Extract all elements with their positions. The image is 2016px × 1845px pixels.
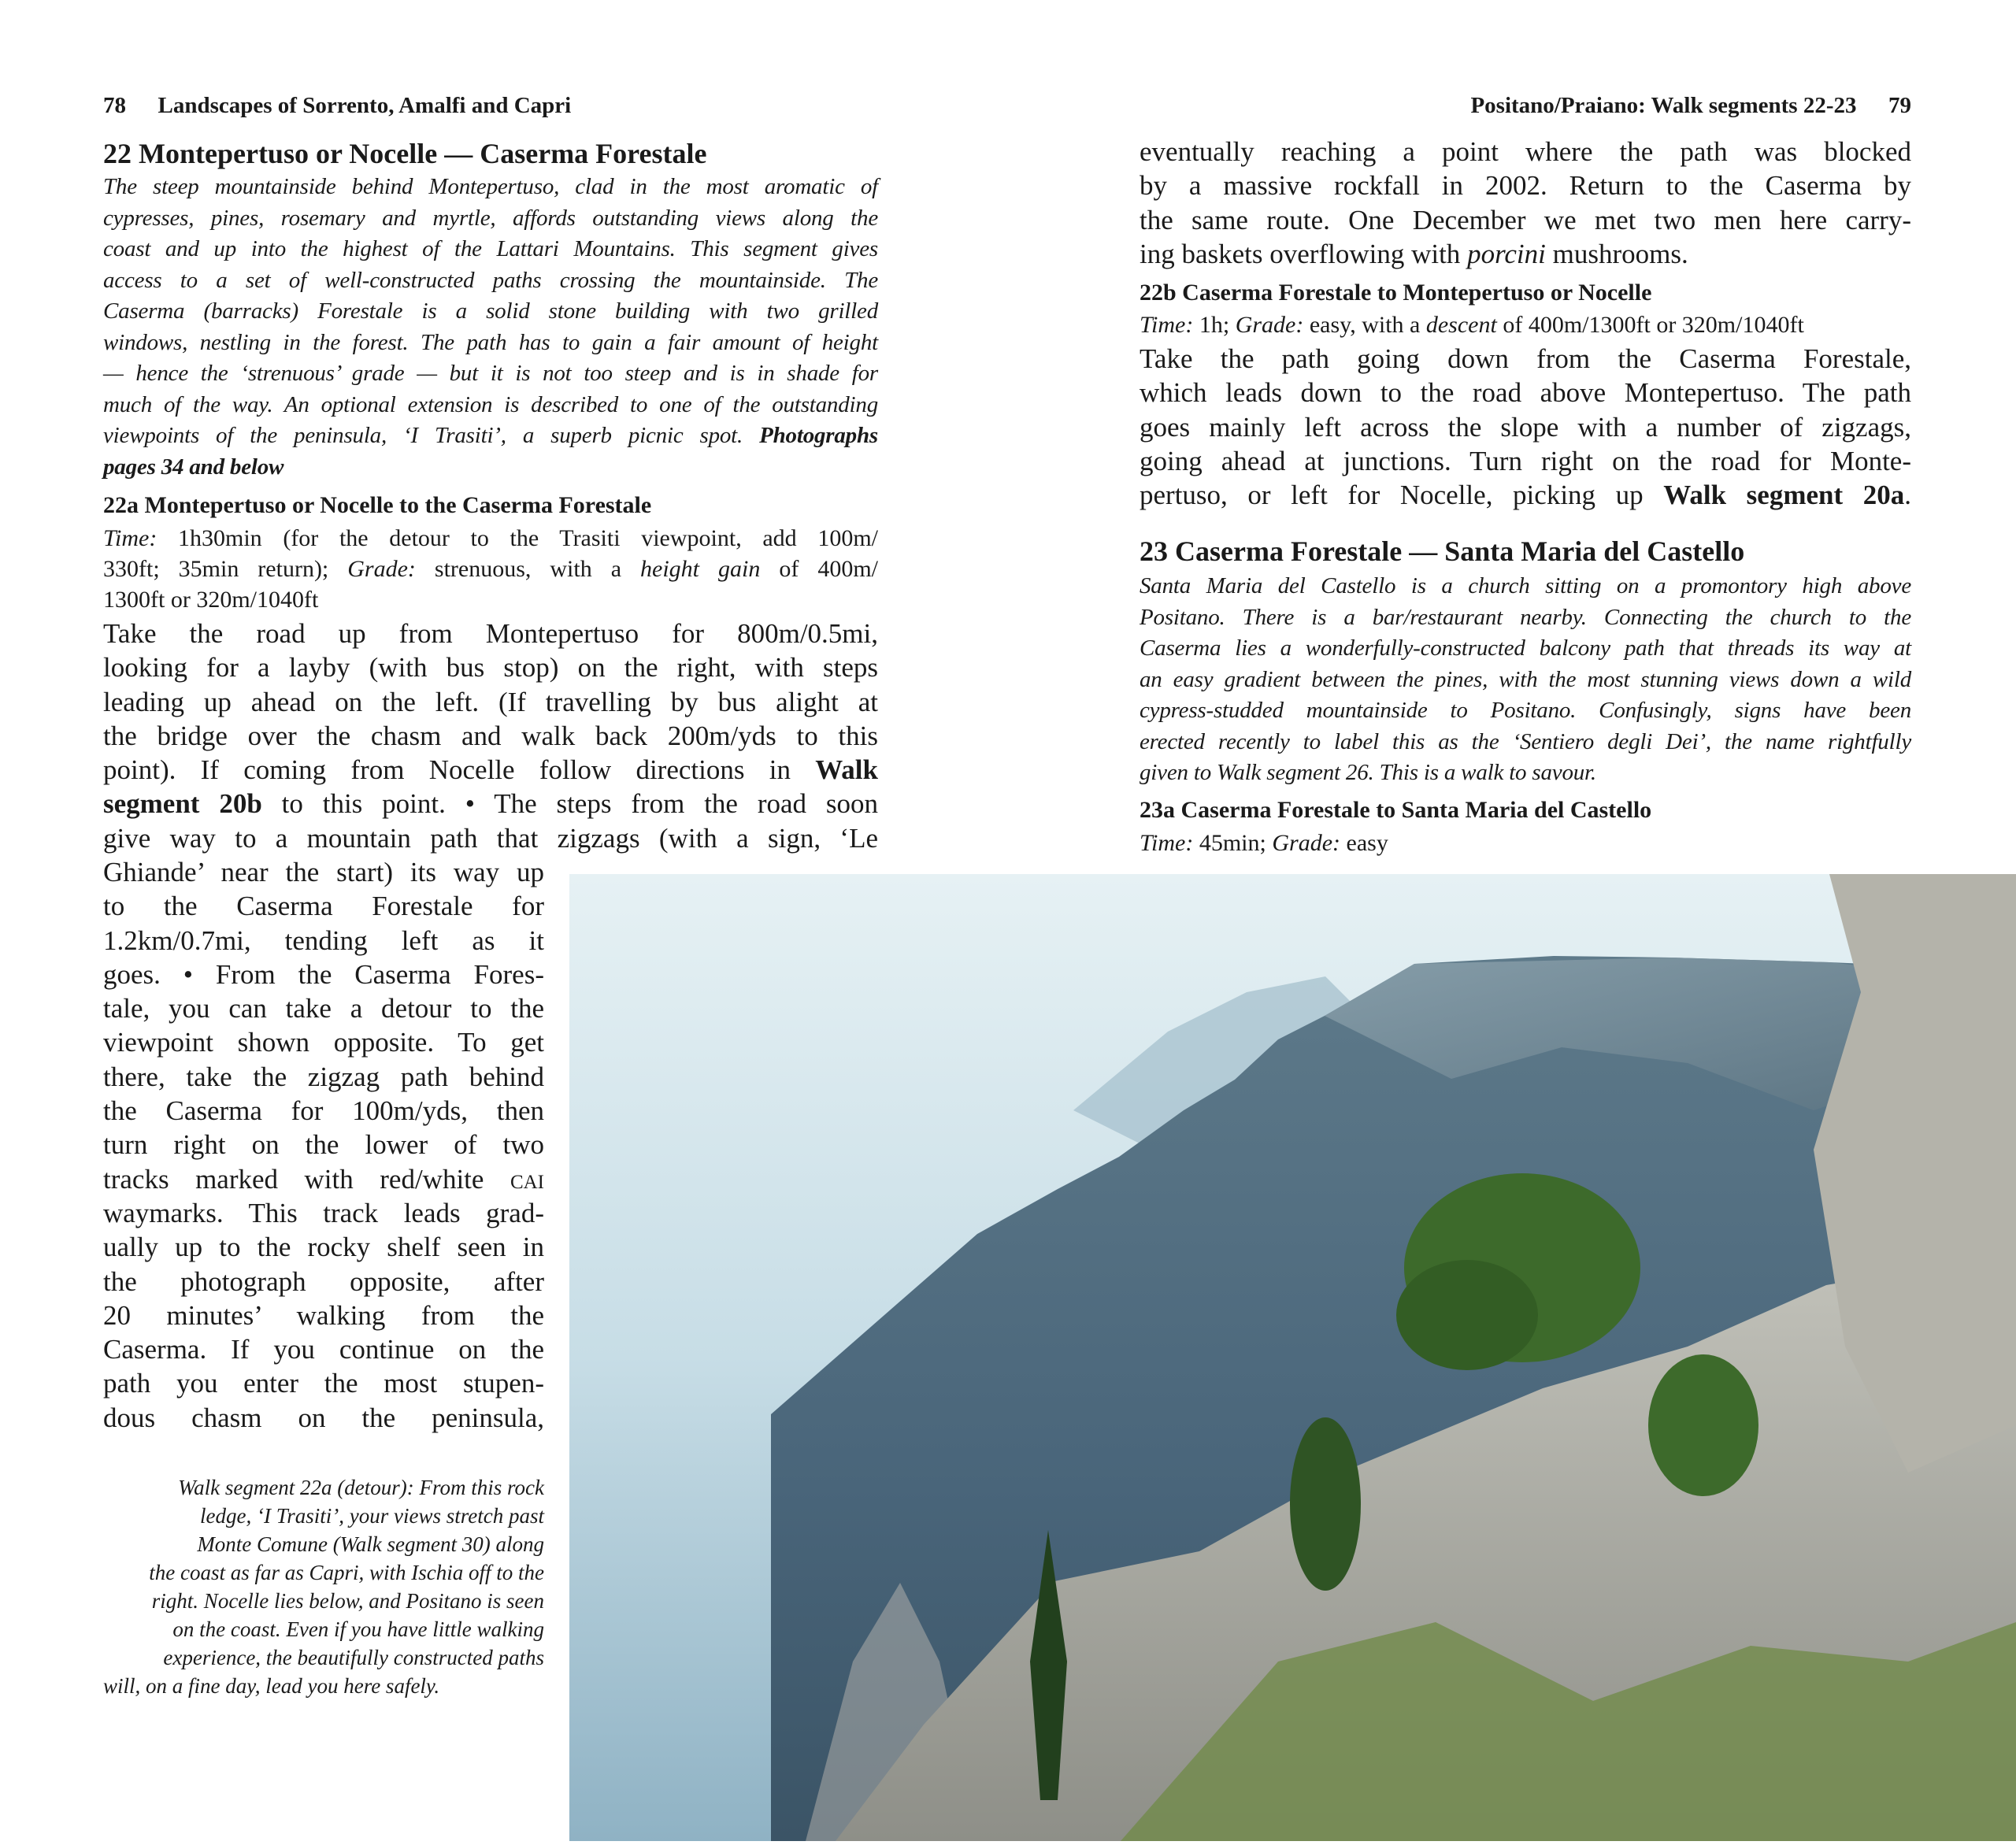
text-run: windows, nestling in the forest. The path has to gain a fair amount of height (103, 329, 878, 355)
text-line (1140, 828, 1911, 858)
text-line (103, 328, 878, 359)
text-run: 1h; (1193, 312, 1236, 338)
text-run: 1300ft or 320m/1040ft (103, 587, 319, 613)
walk-23-intro (1140, 571, 1911, 789)
text-run: goes mainly left across the slope with a number of zigzags, (1140, 411, 1911, 443)
text-run: viewpoint shown opposite. To get (103, 1027, 544, 1058)
text-line (103, 685, 878, 719)
text-run: tale, you can take a detour to the (103, 993, 544, 1024)
walk-23a-heading: 23a Caserma Forestale to Santa Maria del Castello (1140, 797, 1652, 823)
walk-22-title: 22 Montepertuso or Nocelle — Caserma Forestale (103, 138, 707, 169)
text-line (103, 1502, 544, 1530)
text-line (1140, 444, 1911, 478)
text-line (103, 617, 878, 650)
text-run: of 400m/ (760, 556, 878, 582)
text-line (1140, 758, 1911, 789)
text-run: an easy gradient between the pines, with the most stunning views down a wild (1140, 666, 1911, 692)
text-line (103, 924, 544, 958)
text-line (103, 650, 878, 684)
text-run: erected recently to label this as the ‘Sentiero degli Dei’, the name rightfully (1140, 728, 1911, 754)
photo-illustration (569, 874, 2016, 1841)
shrub (1648, 1354, 1758, 1496)
text-line (103, 296, 878, 328)
text-line (1140, 342, 1911, 376)
text-run: the photograph opposite, after (103, 1265, 544, 1297)
walk-22a-heading: 22a Montepertuso or Nocelle to the Caserma Forestale (103, 492, 652, 518)
text-line (1140, 695, 1911, 727)
text-line (1140, 203, 1911, 237)
text-run: 20 minutes’ walking from the (103, 1299, 544, 1331)
text-run: dous chasm on the peninsula, (103, 1402, 544, 1433)
text-run: Ghiande’ near the start) its way up (103, 857, 544, 887)
text-run: given to Walk segment 26. This is a walk to savour. (1140, 760, 1596, 785)
text-run: looking for a layby (with bus stop) on the right, with steps (103, 652, 878, 684)
text-run: Take the road up from Montepertuso for 800m/0.5mi, (103, 618, 878, 649)
left-running-head (103, 93, 571, 118)
continued-text (1140, 135, 1911, 271)
text-run: waymarks. This track leads grad- (103, 1197, 544, 1228)
text-line (1140, 727, 1911, 758)
text-line (103, 358, 878, 390)
text-line (103, 1265, 544, 1299)
text-line (103, 1332, 544, 1366)
italic-text: Grade: (1235, 312, 1304, 338)
text-line (103, 1094, 544, 1128)
text-run: easy, with a (1303, 312, 1426, 338)
running-head-title: Positano/Praiano: Walk segments 22-23 (1470, 93, 1857, 118)
text-run: turn right on the lower of two (103, 1129, 544, 1161)
text-run: cypresses, pines, rosemary and myrtle, affords outstanding views along the (103, 205, 878, 231)
walk-23a-time-grade (1140, 828, 1911, 858)
text-line (103, 1060, 544, 1094)
text-run: of 400m/1300ft or 320m/1040ft (1496, 312, 1804, 338)
small-caps-text: cai (510, 1163, 544, 1195)
text-run: going ahead at junctions. Turn right on the road for Monte- (1140, 445, 1911, 476)
italic-text: height gain (640, 556, 761, 582)
text-run: Walk segment 22a (detour): From this rock (178, 1476, 544, 1499)
text-line (103, 1558, 544, 1587)
text-run: the Caserma for 100m/yds, then (103, 1095, 544, 1127)
text-run: eventually reaching a point where the path was blocked (1140, 136, 1911, 167)
bold-text: Walk (815, 754, 878, 786)
text-run: to this point. • The steps from the road soon (261, 788, 878, 820)
text-run: Caserma. If you continue on the (103, 1334, 544, 1365)
walk-22-intro (103, 172, 878, 483)
text-run: 1h30min (for the detour to the Trasiti viewpoint, add 100m/ (157, 525, 878, 551)
text-run: the bridge over the chasm and walk back 200m/yds to this (103, 720, 878, 751)
page-number: 78 (103, 93, 126, 118)
italic-text: Time: (103, 525, 158, 551)
photo-caption (103, 1473, 544, 1700)
text-run: experience, the beautifully constructed paths (163, 1646, 544, 1669)
text-run: easy (1340, 830, 1388, 856)
text-run: Positano. There is a bar/restaurant nearby. Connecting the church to the (1140, 604, 1911, 630)
text-line (1140, 376, 1911, 409)
bold-text: Walk segment 20a (1663, 480, 1905, 511)
text-line (103, 1196, 544, 1230)
text-line (103, 1587, 544, 1615)
italic-text: Time: (1140, 312, 1194, 338)
text-line (103, 203, 878, 235)
text-run: right. Nocelle lies below, and Positano is seen (151, 1589, 544, 1613)
bold-text: pages 34 and below (103, 454, 284, 480)
page-number: 79 (1888, 93, 1911, 118)
text-line (1140, 602, 1911, 634)
italic-text: Time: (1140, 830, 1194, 856)
walk-22b-heading: 22b Caserma Forestale to Montepertuso or Nocelle (1140, 280, 1652, 306)
text-line (1140, 309, 1911, 340)
text-line (1140, 169, 1911, 202)
text-line (103, 889, 544, 923)
text-run: on the coast. Even if you have little walking (172, 1617, 544, 1641)
text-run: give way to a mountain path that zigzags (with a sign, ‘Le (103, 822, 878, 854)
text-line (1140, 633, 1911, 665)
text-run: much of the way. An optional extension is described to one of the outstanding (103, 391, 878, 417)
text-line (103, 1299, 544, 1332)
text-line (103, 1366, 544, 1400)
text-run: pertuso, or left for Nocelle, picking up (1140, 480, 1664, 511)
text-line (103, 1615, 544, 1643)
text-run: ing baskets overflowing with (1140, 238, 1468, 269)
text-run: tracks marked with red/white (103, 1163, 510, 1195)
text-line (103, 234, 878, 265)
text-run: viewpoints of the peninsula, ‘I Trasiti’, a superb picnic spot. (103, 423, 760, 448)
text-run: Take the path going down from the Caserma Forestale, (1140, 343, 1911, 374)
text-line (103, 855, 544, 889)
text-line (103, 1672, 544, 1700)
text-line (103, 821, 878, 855)
italic-text: porcini (1467, 238, 1546, 269)
text-line (103, 1530, 544, 1558)
text-line (103, 554, 878, 584)
text-line (103, 390, 878, 421)
right-running-head (1470, 93, 1911, 118)
pine-tree (1396, 1260, 1538, 1370)
text-run: mushrooms. (1545, 238, 1688, 269)
walk-22a-time-grade (103, 523, 878, 615)
text-line (103, 452, 878, 483)
text-run: goes. • From the Caserma Fores- (103, 958, 544, 990)
text-run: The steep mountainside behind Montepertuso, clad in the most aromatic of (103, 174, 878, 199)
text-run: cypress-studded mountainside to Positano. Confusingly, signs have been (1140, 698, 1911, 723)
text-line (103, 172, 878, 203)
text-line (1140, 237, 1911, 271)
text-run: the coast as far as Capri, with Ischia off to the (149, 1561, 544, 1584)
text-line (1140, 478, 1911, 512)
text-run: 45min; (1193, 830, 1273, 856)
text-run: — hence the ‘strenuous’ grade — but it is not too steep and is in shade for (103, 361, 878, 386)
text-line (103, 420, 878, 452)
text-run: Santa Maria del Castello is a church sitting on a promontory high above (1140, 573, 1911, 598)
bold-text: segment 20b (103, 788, 262, 820)
text-run: 330ft; 35min return); (103, 556, 348, 582)
text-run: path you enter the most stupen- (103, 1368, 544, 1399)
text-line (103, 991, 544, 1025)
text-run: leading up ahead on the left. (If travelling by bus alight at (103, 686, 878, 717)
text-run: will, on a fine day, lead you here safely. (103, 1674, 440, 1698)
text-run: to the Caserma Forestale for (103, 891, 544, 922)
text-line (1140, 665, 1911, 696)
text-run: there, take the zigzag path behind (103, 1061, 544, 1092)
text-line (103, 265, 878, 297)
text-line (1140, 410, 1911, 444)
text-line (103, 523, 878, 554)
text-run: coast and up into the highest of the Lattari Mountains. This segment gives (103, 236, 878, 261)
text-run: access to a set of well-constructed paths crossing the mountainside. The (103, 267, 878, 293)
text-line (103, 1162, 544, 1196)
running-head-title: Landscapes of Sorrento, Amalfi and Capri (158, 93, 572, 118)
text-run: Monte Comune (Walk segment 30) along (197, 1532, 544, 1556)
text-line (103, 1401, 544, 1435)
walk-22a-text-narrow (103, 855, 544, 1435)
landscape-photo (569, 874, 2016, 1841)
text-line (103, 753, 878, 787)
text-line (103, 958, 544, 991)
walk-22b-time-grade (1140, 309, 1911, 340)
text-line (103, 1230, 544, 1264)
text-line (103, 584, 878, 615)
text-run: Caserma (barracks) Forestale is a solid stone building with two grilled (103, 298, 878, 324)
text-run: . (1904, 480, 1911, 511)
text-line (1140, 135, 1911, 169)
walk-22b-text (1140, 342, 1911, 512)
text-run: by a massive rockfall in 2002. Return to the Caserma by (1140, 170, 1911, 202)
text-run: the same route. One December we met two men here carry- (1140, 204, 1911, 235)
walk-22a-text-wide (103, 617, 878, 855)
text-line (1140, 571, 1911, 602)
italic-text: Grade: (1272, 830, 1341, 856)
shrub (1290, 1417, 1361, 1591)
text-run: strenuous, with a (415, 556, 641, 582)
text-run: point). If coming from Nocelle follow directions in (103, 754, 816, 786)
text-line (103, 1128, 544, 1161)
text-line (103, 1025, 544, 1059)
text-line (103, 1643, 544, 1672)
walk-23-title: 23 Caserma Forestale — Santa Maria del Castello (1140, 535, 1745, 567)
bold-text: Photographs (759, 423, 878, 448)
text-run: ledge, ‘I Trasiti’, your views stretch past (200, 1504, 544, 1528)
text-line (103, 787, 878, 821)
text-run: Caserma lies a wonderfully-constructed balcony path that threads its way at (1140, 635, 1911, 661)
text-run: ually up to the rocky shelf seen in (103, 1232, 544, 1263)
text-line (103, 1473, 544, 1502)
text-run: which leads down to the road above Montepertuso. The path (1140, 377, 1911, 409)
italic-text: Grade: (347, 556, 416, 582)
text-line (103, 719, 878, 753)
text-run: 1.2km/0.7mi, tending left as it (103, 924, 544, 956)
italic-text: descent (1425, 312, 1497, 338)
